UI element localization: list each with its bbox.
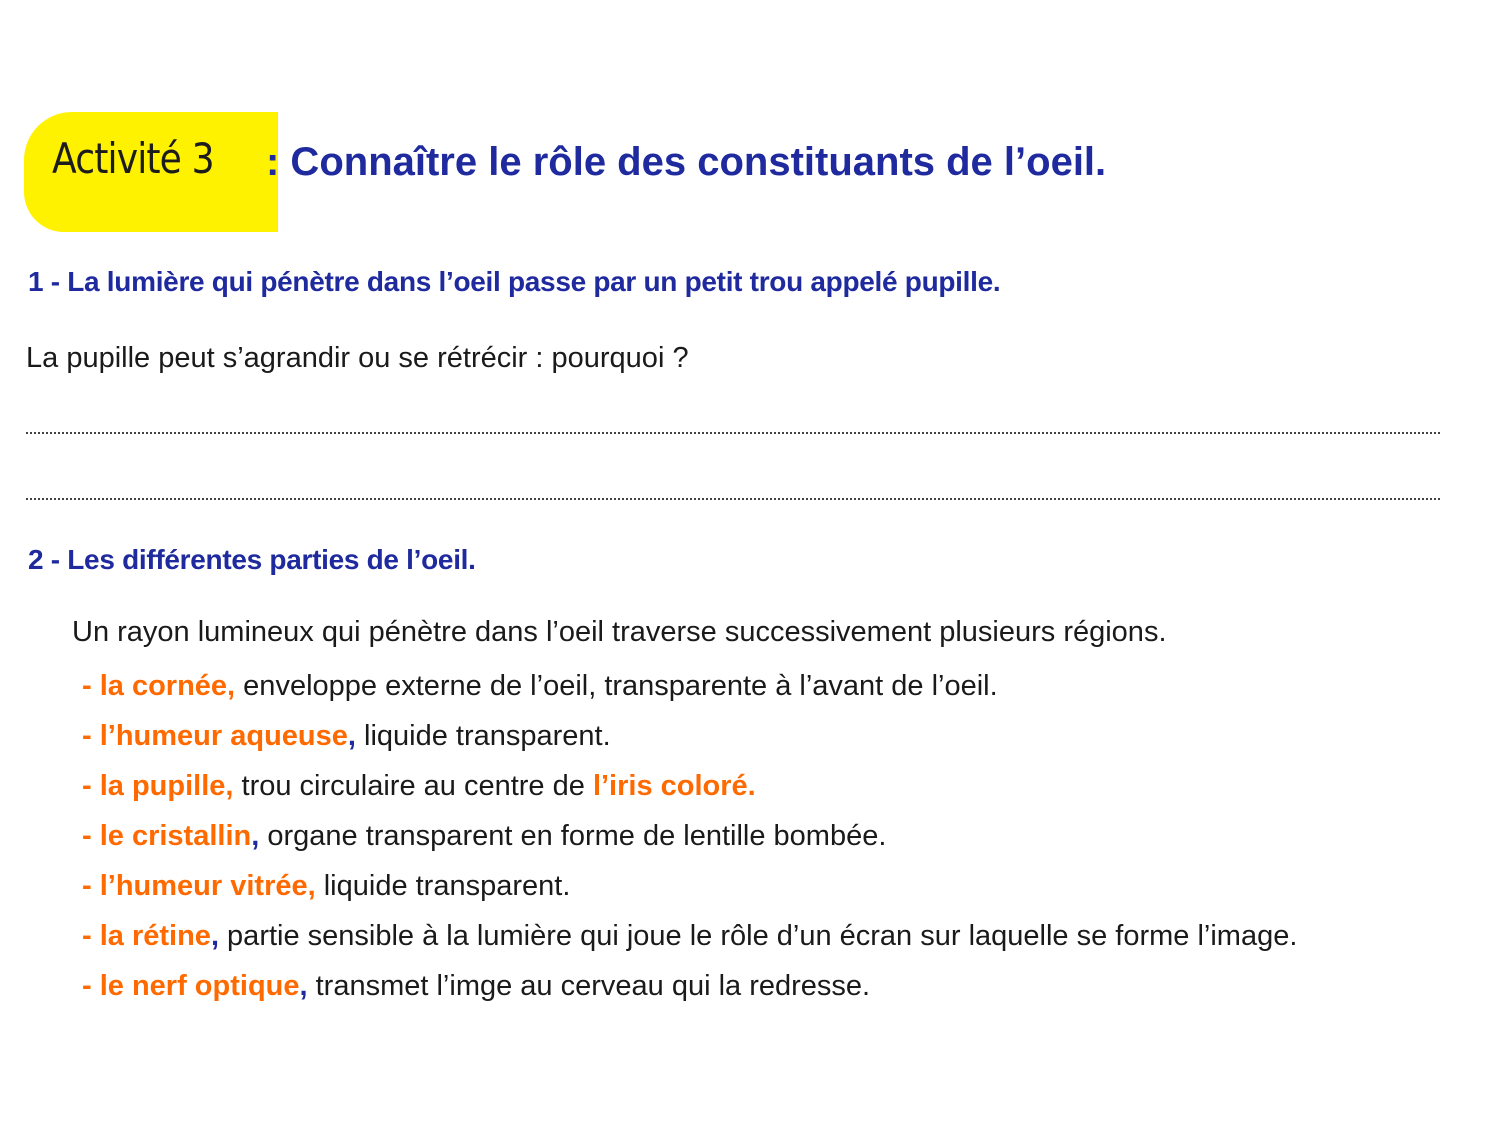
- term-comma: ,: [299, 970, 308, 1002]
- list-item-retina: [82, 916, 1297, 966]
- description: liquide transparent.: [355, 720, 611, 752]
- list-item-optic-nerve: [82, 966, 1297, 1016]
- page-title: : Connaître le rôle des constituants de l’oeil.: [266, 140, 1107, 184]
- activity-label: Activité 3: [52, 134, 214, 183]
- description: organe transparent en forme de lentille bombée.: [259, 820, 887, 852]
- iris-term: l’iris coloré.: [592, 770, 756, 802]
- list-item-aqueous-humor: [82, 716, 1297, 766]
- answer-line-2[interactable]: [26, 498, 1440, 500]
- description: enveloppe externe de l’oeil, transparente à l’avant de l’oeil.: [235, 670, 998, 702]
- description: trou circulaire au centre de: [233, 770, 593, 802]
- list-item-pupil: [82, 766, 1297, 816]
- section-1-heading: 1 - La lumière qui pénètre dans l’oeil passe par un petit trou appelé pupille.: [28, 266, 1001, 297]
- term: - la cornée,: [82, 670, 236, 702]
- description: transmet l’imge au cerveau qui la redresse.: [307, 970, 871, 1002]
- term: - le nerf optique: [82, 970, 300, 1002]
- term-comma: ,: [210, 920, 219, 952]
- section-2-heading: 2 - Les différentes parties de l’oeil.: [28, 544, 476, 575]
- section-2-intro: Un rayon lumineux qui pénètre dans l’oeil traverse successivement plusieurs régions.: [72, 616, 1167, 648]
- list-item-cornea: [82, 666, 1297, 716]
- eye-parts-list: [82, 666, 1297, 1016]
- term-comma: ,: [251, 820, 260, 852]
- term: - l’humeur vitrée,: [82, 870, 316, 902]
- term: - l’humeur aqueuse: [82, 720, 348, 752]
- section-1-question: La pupille peut s’agrandir ou se rétrécir : pourquoi ?: [26, 342, 689, 374]
- answer-line-1[interactable]: [26, 432, 1440, 434]
- term: - la pupille,: [82, 770, 234, 802]
- list-item-vitreous-humor: [82, 866, 1297, 916]
- description: liquide transparent.: [315, 870, 571, 902]
- list-item-lens: [82, 816, 1297, 866]
- description: partie sensible à la lumière qui joue le rôle d’un écran sur laquelle se forme l’image.: [219, 920, 1298, 952]
- term: - la rétine: [82, 920, 211, 952]
- term: - le cristallin: [82, 820, 252, 852]
- term-comma: ,: [347, 720, 356, 752]
